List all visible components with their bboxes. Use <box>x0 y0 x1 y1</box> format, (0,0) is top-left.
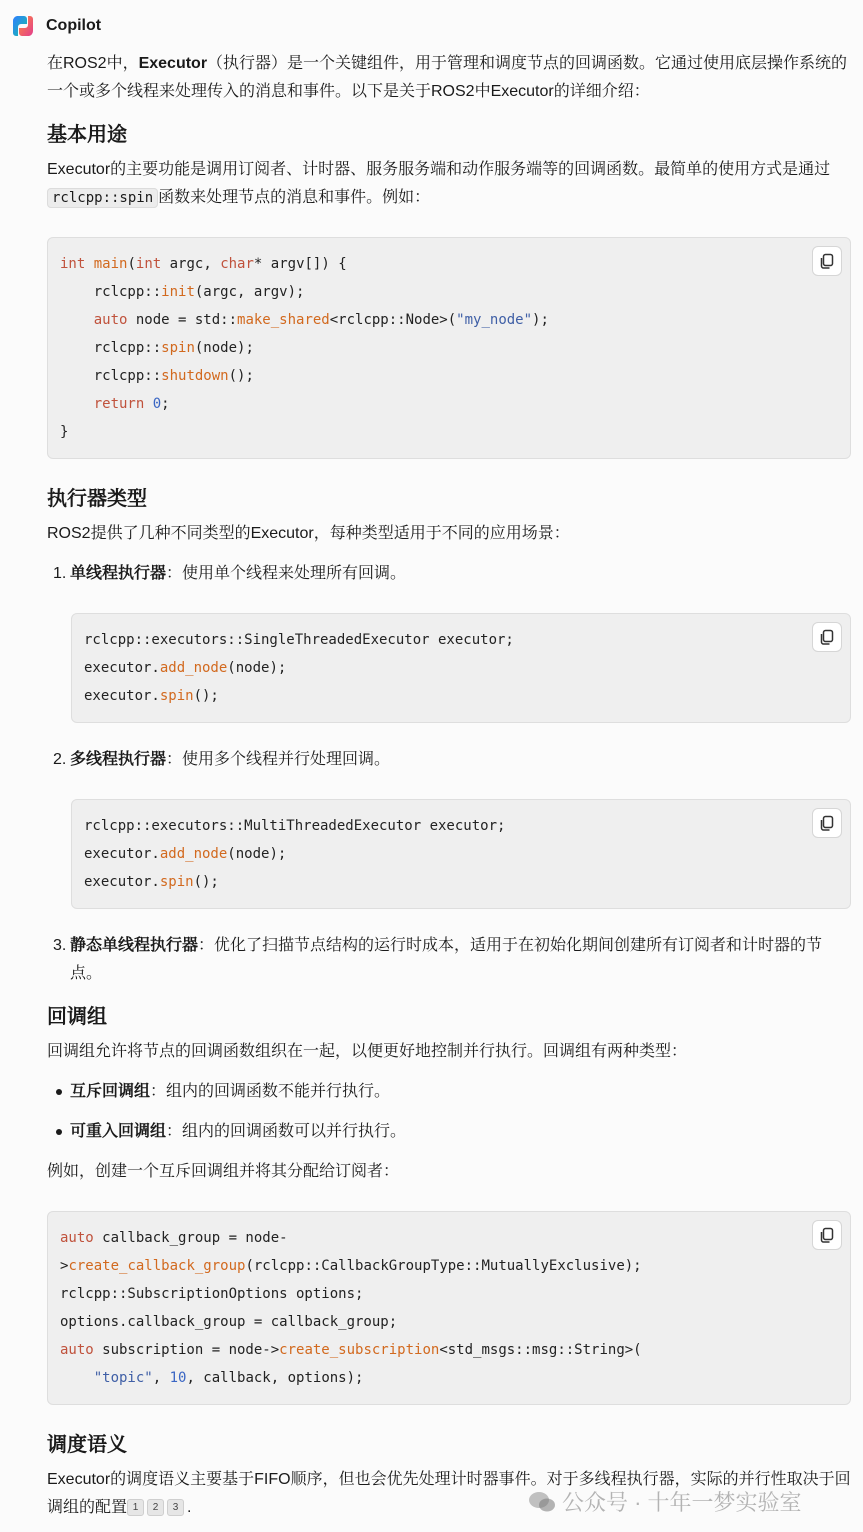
bullet-text: ：组内的回调函数可以并行执行。 <box>166 1123 407 1140</box>
intro-text-2: （执行器）是一个关键组件，用于管理和调度节点的回调函数。它通过使用底层操作系统的一个或多个线程来处理传入的消息和事件。以下是关于ROS2中Executor的详细介绍： <box>47 55 848 100</box>
code-block-single <box>71 613 851 723</box>
copy-button[interactable] <box>812 246 842 276</box>
code-block-main <box>47 237 851 459</box>
list-item-bold: 多线程执行器 <box>70 751 167 768</box>
watermark-text: 公众号 · 十年一梦实验室 <box>562 1490 802 1515</box>
groups-example-text: 例如，创建一个互斥回调组并将其分配给订阅者： <box>47 1163 400 1180</box>
code-block-multi <box>71 799 851 909</box>
code-main: int main(int argc, char* argv[]) { rclcpp::init(argc, argv); auto node = std::make_shared<rclcpp::Node>("my_node"); rclcpp::spin(node); rclcpp::shutdown(); return 0; } <box>60 256 549 440</box>
sched-text: Executor的调度语义主要基于FIFO顺序，但也会优先处理计时器事件。对于多线程执行器，实际的并行性取决于回调组的配置 <box>47 1471 851 1516</box>
intro-text-1: 在ROS2中， <box>47 55 139 72</box>
code-callback-group: auto callback_group = node- >create_callback_group(rclcpp::CallbackGroupType::MutuallyExclusive); rclcpp::SubscriptionOptions options; options.callback_group = callback_group; auto subscription = node->create_subscription<std_msgs::msg::String>( "topic", 10, callback, options); <box>60 1230 642 1386</box>
code-block-callback-group <box>47 1211 851 1405</box>
wechat-icon <box>528 1490 556 1514</box>
types-intro: ROS2提供了几种不同类型的Executor，每种类型适用于不同的应用场景： <box>47 525 570 542</box>
list-number-3: 3. <box>53 937 67 954</box>
heading-scheduling: 调度语义 <box>47 1434 127 1456</box>
inline-code-spin: rclcpp::spin <box>47 188 158 208</box>
list-item-single-threaded <box>70 560 840 588</box>
app-header <box>10 13 101 39</box>
bullet-dot <box>56 1129 62 1135</box>
bullet-bold: 可重入回调组 <box>70 1123 167 1140</box>
list-item-text: ：使用单个线程来处理所有回调。 <box>166 565 407 582</box>
citation-3[interactable]: 3 <box>167 1499 184 1516</box>
basic-text-1: Executor的主要功能是调用订阅者、计时器、服务服务端和动作服务端等的回调函数。最简单的使用方式是通过 <box>47 161 831 178</box>
watermark <box>528 1486 802 1517</box>
citation-2[interactable]: 2 <box>147 1499 164 1516</box>
groups-intro: 回调组允许将节点的回调函数组织在一起，以便更好地控制并行执行。回调组有两种类型： <box>47 1043 688 1060</box>
citation-1[interactable]: 1 <box>127 1499 144 1516</box>
list-item-bold: 静态单线程执行器 <box>70 937 199 954</box>
list-item-text: ：使用多个线程并行处理回调。 <box>166 751 391 768</box>
list-number-1: 1. <box>53 565 67 582</box>
copy-button[interactable] <box>812 622 842 652</box>
bullet-bold: 互斥回调组 <box>70 1083 151 1100</box>
list-number-2: 2. <box>53 751 67 768</box>
intro-paragraph <box>47 50 852 106</box>
copy-icon <box>819 629 835 645</box>
intro-bold: Executor <box>138 55 208 72</box>
bullet-item-reentrant <box>70 1118 840 1146</box>
code-single: rclcpp::executors::SingleThreadedExecutor executor; executor.add_node(node); executor.spin(); <box>84 632 514 704</box>
bullet-text: ：组内的回调函数不能并行执行。 <box>150 1083 391 1100</box>
copy-icon <box>819 253 835 269</box>
list-item-text: ：优化了扫描节点结构的运行时成本，适用于在初始化期间创建所有订阅者和计时器的节点。 <box>70 937 823 982</box>
code-multi: rclcpp::executors::MultiThreadedExecutor executor; executor.add_node(node); executor.spin(); <box>84 818 506 890</box>
copilot-logo <box>10 13 36 39</box>
copy-icon <box>819 815 835 831</box>
copy-icon <box>819 1227 835 1243</box>
heading-callback-groups: 回调组 <box>47 1006 107 1028</box>
heading-basic: 基本用途 <box>47 124 127 146</box>
list-item-bold: 单线程执行器 <box>70 565 167 582</box>
list-item-static-single <box>70 932 830 988</box>
bullet-item-mutex <box>70 1078 840 1106</box>
sched-end: . <box>187 1499 192 1516</box>
app-title: Copilot <box>46 17 102 34</box>
basic-text-2: 函数来处理节点的消息和事件。例如： <box>158 189 431 206</box>
copy-button[interactable] <box>812 808 842 838</box>
basic-paragraph <box>47 156 852 212</box>
copy-button[interactable] <box>812 1220 842 1250</box>
list-item-multi-threaded <box>70 746 840 774</box>
bullet-dot <box>56 1089 62 1095</box>
heading-types: 执行器类型 <box>47 488 147 510</box>
